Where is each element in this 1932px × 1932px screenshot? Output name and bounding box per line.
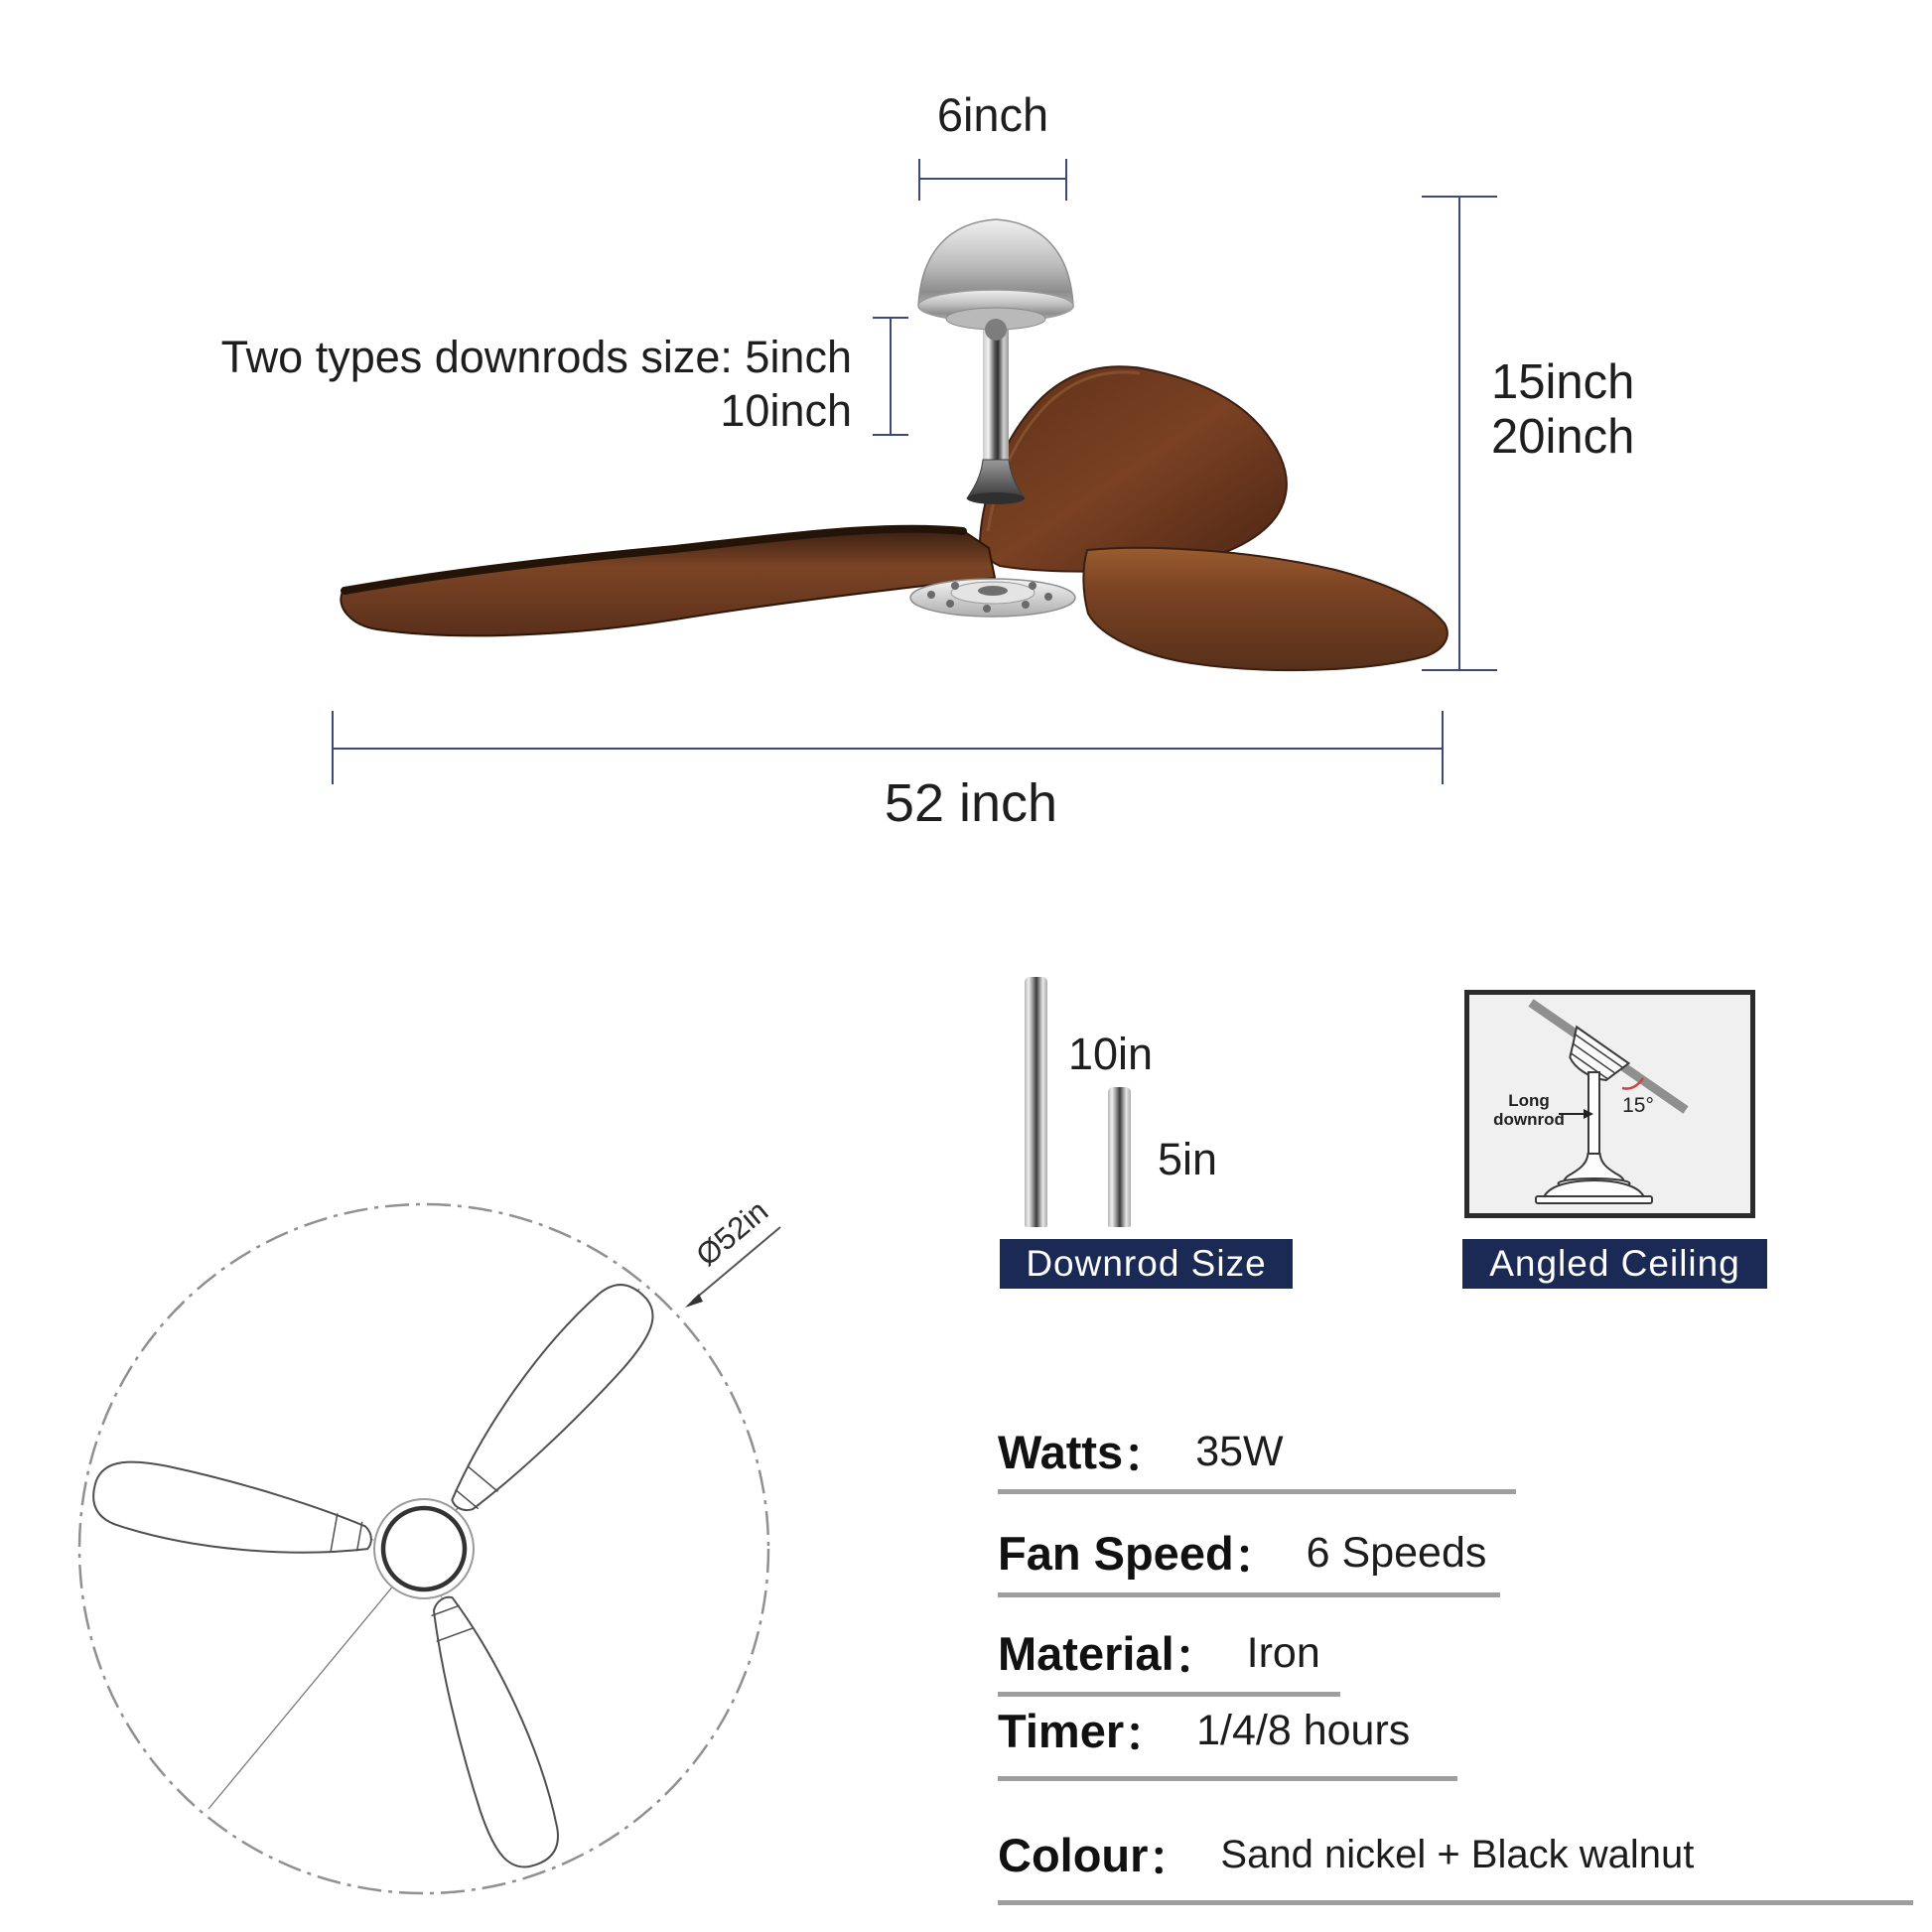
spec-value: 6 Speeds (1306, 1528, 1487, 1577)
top-view-blade-3 (87, 1454, 381, 1575)
short-downrod-label: 5in (1158, 1134, 1218, 1184)
spec-value: Iron (1246, 1628, 1320, 1677)
canopy-width-label: 6inch (936, 88, 1049, 141)
downrod-size-banner: Downrod Size (1000, 1239, 1293, 1289)
height-dim-cap-bottom (1422, 669, 1497, 671)
hub-inner-circle (383, 1508, 465, 1589)
spec-divider (998, 1592, 1500, 1597)
fan-blade-upper (980, 366, 1287, 571)
downrod-dim-cap-top (873, 317, 908, 319)
top-view-blade-2 (406, 1584, 571, 1876)
spec-row-colour (998, 1819, 1694, 1890)
top-view-blade-1 (429, 1269, 667, 1534)
spec-colon: ： (1233, 1529, 1281, 1583)
spec-value: 1/4/8 hours (1196, 1706, 1411, 1754)
height-note-line2: 20inch (1491, 410, 1635, 464)
spec-value: 35W (1195, 1427, 1284, 1475)
downrod-dim-cap-bottom (873, 434, 908, 436)
canopy-dim-tick-left (918, 159, 920, 201)
fan-top-view-drawing (40, 1162, 834, 1916)
spec-label: Fan Speed (998, 1526, 1234, 1580)
callout-line1: Long (1508, 1091, 1550, 1110)
spec-colon: ： (1124, 1707, 1172, 1760)
span-label: 52 inch (884, 773, 1058, 833)
angled-ceiling-banner: Angled Ceiling (1462, 1239, 1767, 1289)
spec-colon: ： (1123, 1428, 1171, 1481)
height-note (1491, 355, 1634, 465)
fan-body-silhouette (1536, 1154, 1652, 1203)
angled-ceiling-box (1464, 990, 1755, 1218)
canopy-dim-line (918, 178, 1067, 180)
spec-row-watts (998, 1416, 1284, 1487)
spec-label: Watts (998, 1425, 1124, 1478)
span-dim-tick-left (332, 711, 334, 784)
spec-divider (998, 1776, 1457, 1781)
hub-plate (910, 579, 1075, 617)
height-note-line1: 15inch (1491, 355, 1635, 409)
spec-row-fan-speed (998, 1517, 1486, 1588)
spec-colon: ： (1173, 1629, 1221, 1683)
fan-blade-lower (1083, 548, 1447, 670)
spec-row-timer (998, 1695, 1410, 1766)
span-dim-tick-right (1442, 711, 1444, 784)
angled-ceiling-illustration (1469, 995, 1750, 1213)
downrod-note (157, 331, 852, 438)
spec-label: Material (998, 1626, 1174, 1680)
spec-label: Colour (998, 1828, 1149, 1881)
downrod-note-line1: Two types downrods size: 5inch (220, 332, 852, 382)
spec-colon: ： (1148, 1831, 1195, 1884)
height-dim-cap-top (1422, 196, 1497, 198)
downrod-dim-line (890, 318, 892, 435)
long-downrod-image (1025, 977, 1047, 1227)
spec-label: Timer (998, 1704, 1125, 1757)
canopy-dim-tick-right (1065, 159, 1067, 201)
long-downrod-label: 10in (1068, 1029, 1154, 1079)
spec-row-material (998, 1617, 1320, 1689)
callout-line2: downrod (1493, 1110, 1565, 1129)
spec-divider (998, 1900, 1913, 1905)
downrod-note-line2: 10inch (720, 385, 852, 436)
span-dim-line (333, 748, 1443, 750)
angle-label: 15° (1622, 1094, 1654, 1117)
spec-value: Sand nickel + Black walnut (1220, 1832, 1695, 1876)
fan-blade-left (341, 530, 995, 636)
spec-divider (998, 1489, 1516, 1494)
diameter-label: Ø52in (689, 1192, 775, 1273)
short-downrod-image (1108, 1087, 1131, 1227)
height-dim-line (1458, 197, 1460, 670)
